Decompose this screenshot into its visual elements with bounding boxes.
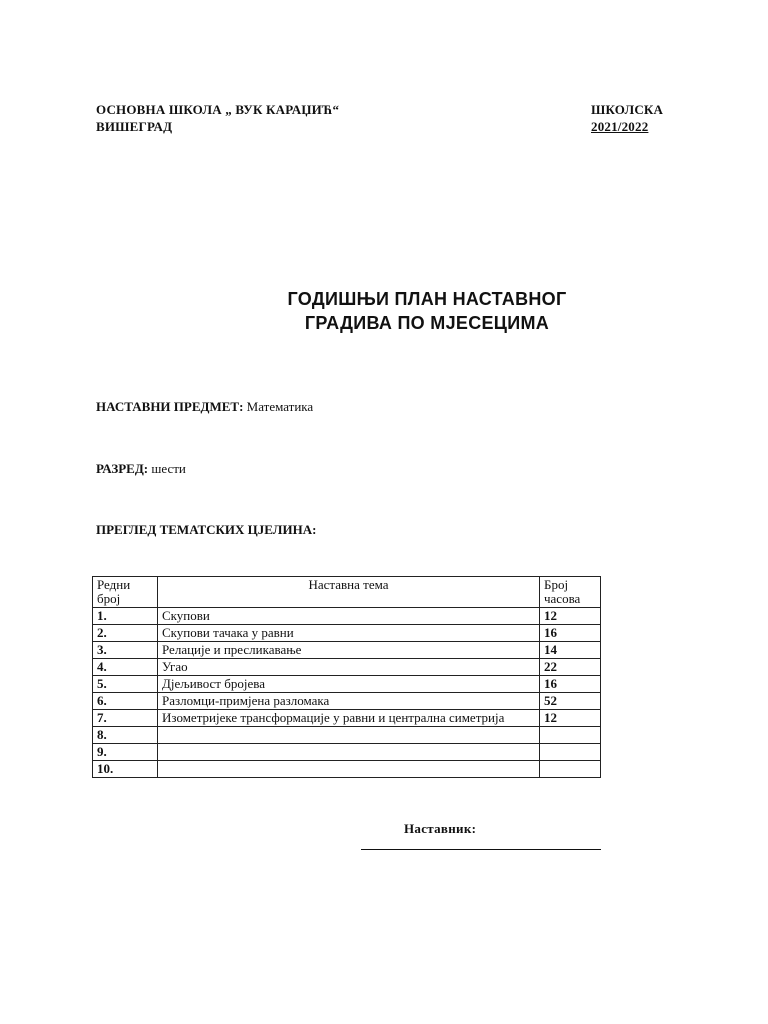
school-name: ОСНОВНА ШКОЛА „ ВУК КАРАЏИЋ“ (96, 102, 340, 117)
subject-value: Математика (246, 399, 314, 414)
table-row (93, 659, 601, 676)
school-town: ВИШЕГРАД (96, 119, 173, 134)
table-row (93, 710, 601, 727)
row-topic (158, 761, 540, 778)
row-hours: 52 (540, 693, 601, 710)
row-topic: Скупови (158, 608, 540, 625)
row-topic: Скупови тачака у равни (158, 625, 540, 642)
table-row (93, 676, 601, 693)
grade-field (96, 460, 186, 477)
row-number: 7. (93, 710, 158, 727)
subject-field (96, 398, 313, 415)
row-topic: Разломци-примјена разломака (158, 693, 540, 710)
table-header-row (93, 577, 601, 608)
row-hours: 16 (540, 676, 601, 693)
row-topic: Угао (158, 659, 540, 676)
table-row (93, 761, 601, 778)
row-number: 4. (93, 659, 158, 676)
row-hours: 16 (540, 625, 601, 642)
row-topic: Изометријеке трансформације у равни и централна симетрија (158, 710, 540, 727)
row-hours (540, 727, 601, 744)
school-name-block (96, 101, 339, 135)
grade-label: РАЗРЕД: (96, 461, 149, 476)
table-row (93, 744, 601, 761)
row-hours: 12 (540, 710, 601, 727)
signature-line (361, 849, 601, 850)
grade-value: шести (151, 461, 186, 476)
row-topic (158, 744, 540, 761)
document-title-line2: ГРАДИВА ПО МЈЕСЕЦИМА (304, 313, 550, 333)
subject-label: НАСТАВНИ ПРЕДМЕТ: (96, 399, 244, 414)
table-row (93, 693, 601, 710)
row-number: 9. (93, 744, 158, 761)
overview-heading: ПРЕГЛЕД ТЕМАТСКИХ ЦЈЕЛИНА: (96, 522, 317, 537)
document-title-line1: ГОДИШЊИ ПЛАН НАСТАВНОГ (287, 289, 567, 309)
teacher-label: Наставник: (404, 821, 477, 836)
school-year-label: ШКОЛСКА (591, 102, 664, 117)
row-topic: Дјељивост бројева (158, 676, 540, 693)
table-row (93, 625, 601, 642)
topics-table (92, 576, 601, 778)
row-number: 8. (93, 727, 158, 744)
column-header-topic: Наставна тема (158, 577, 540, 608)
row-number: 10. (93, 761, 158, 778)
school-year-block (591, 101, 663, 135)
row-hours: 22 (540, 659, 601, 676)
row-topic: Релације и пресликавање (158, 642, 540, 659)
row-hours (540, 761, 601, 778)
row-number: 6. (93, 693, 158, 710)
table-row (93, 727, 601, 744)
row-hours (540, 744, 601, 761)
table-row (93, 608, 601, 625)
column-header-number: Редни број (93, 577, 158, 608)
row-number: 5. (93, 676, 158, 693)
column-header-hours: Број часова (540, 577, 601, 608)
row-number: 1. (93, 608, 158, 625)
document-title (180, 287, 674, 335)
row-topic (158, 727, 540, 744)
table-row (93, 642, 601, 659)
school-year-value: 2021/2022 (591, 119, 649, 134)
row-hours: 12 (540, 608, 601, 625)
row-number: 3. (93, 642, 158, 659)
row-hours: 14 (540, 642, 601, 659)
row-number: 2. (93, 625, 158, 642)
